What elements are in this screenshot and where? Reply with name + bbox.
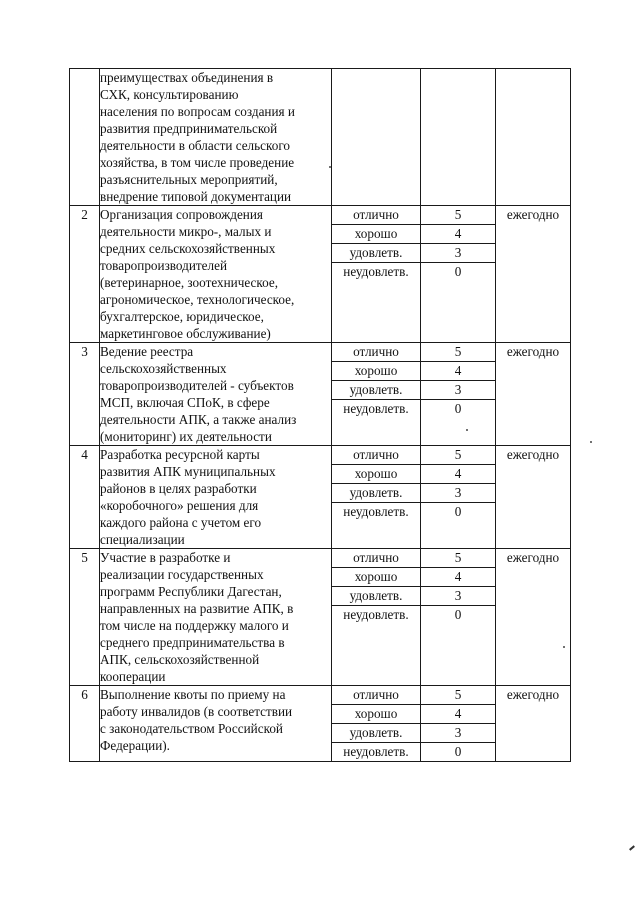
score-value: 4: [421, 568, 495, 587]
periodicity: [496, 69, 571, 206]
grade-label: отлично: [332, 206, 420, 225]
description-line: (ветеринарное, зоотехническое,: [100, 275, 279, 290]
row-number: 6: [70, 686, 100, 762]
description-line: хозяйства, в том числе проведение: [100, 155, 295, 170]
score-value: 5: [421, 206, 495, 225]
description-line: деятельности АПК, а также анализ: [100, 412, 297, 427]
criterion-description: [100, 206, 332, 343]
periodicity: ежегодно: [496, 343, 571, 446]
row-number: 2: [70, 206, 100, 343]
description-line: направленных на развитие АПК, в: [100, 601, 294, 616]
grade-label: неудовлетв.: [343, 744, 409, 759]
description-line: том числе на поддержку малого и: [100, 618, 289, 633]
grade-cell: [332, 686, 421, 762]
grade-label: неудовлетв.: [343, 401, 409, 416]
description-line: Участие в разработке и: [100, 550, 231, 565]
score-cell: [421, 549, 496, 686]
grade-label: удовлетв.: [332, 484, 420, 503]
description-line: АПК, сельскохозяйственной: [100, 652, 260, 667]
description-line: районов в целях разработки: [100, 481, 257, 496]
description-line: развития АПК муниципальных: [100, 464, 276, 479]
grade-label: удовлетв.: [332, 244, 420, 263]
grade-cell: [332, 69, 421, 206]
grade-label: неудовлетв.: [343, 504, 409, 519]
score-value: 5: [421, 686, 495, 705]
grade-cell: [332, 343, 421, 446]
description-line: преимуществах объединения в: [100, 70, 274, 85]
score-cell: [421, 206, 496, 343]
periodicity: ежегодно: [496, 686, 571, 762]
score-value: 0: [454, 504, 462, 519]
criterion-description: [100, 446, 332, 549]
criterion-description: [100, 343, 332, 446]
description-line: разъяснительных мероприятий,: [100, 172, 278, 187]
grade-label: неудовлетв.: [343, 607, 409, 622]
scan-speck: [466, 429, 468, 431]
description-line: кооперации: [100, 669, 166, 684]
score-value: 0: [454, 264, 462, 279]
periodicity: ежегодно: [496, 549, 571, 686]
table-row: [70, 206, 571, 343]
description-line: товаропроизводителей - субъектов: [100, 378, 294, 393]
row-number: 4: [70, 446, 100, 549]
description-line: с законодательством Российской: [100, 721, 283, 736]
description-line: Организация сопровождения: [100, 207, 263, 222]
grade-cell: [332, 549, 421, 686]
description-line: Ведение реестра: [100, 344, 194, 359]
score-value: 3: [421, 724, 495, 743]
description-line: реализации государственных: [100, 567, 264, 582]
row-number: [70, 69, 100, 206]
grade-label: удовлетв.: [332, 587, 420, 606]
grade-label: удовлетв.: [332, 724, 420, 743]
score-cell: [421, 69, 496, 206]
grade-label: отлично: [332, 549, 420, 568]
description-line: товаропроизводителей: [100, 258, 228, 273]
table-row: [70, 446, 571, 549]
criterion-description: [100, 549, 332, 686]
description-line: деятельности в области сельского: [100, 138, 291, 153]
grade-label: хорошо: [332, 568, 420, 587]
description-line: сельскохозяйственных: [100, 361, 227, 376]
grade-label: хорошо: [332, 705, 420, 724]
description-line: внедрение типовой документации: [100, 189, 292, 204]
description-line: маркетинговое обслуживание): [100, 326, 271, 341]
grade-label: отлично: [332, 446, 420, 465]
score-value: 3: [421, 484, 495, 503]
description-line: МСП, включая СПоК, в сфере: [100, 395, 270, 410]
grade-label: отлично: [332, 686, 420, 705]
description-line: агрономическое, технологическое,: [100, 292, 295, 307]
score-value: 4: [421, 705, 495, 724]
criteria-table: [69, 68, 571, 762]
score-cell: [421, 686, 496, 762]
row-number: 5: [70, 549, 100, 686]
table-row: [70, 549, 571, 686]
table-row: [70, 686, 571, 762]
score-value: 5: [421, 549, 495, 568]
grade-label: хорошо: [332, 225, 420, 244]
score-value: 4: [421, 465, 495, 484]
grade-label: хорошо: [332, 362, 420, 381]
grade-cell: [332, 206, 421, 343]
score-value: 4: [421, 362, 495, 381]
scan-speck: [590, 441, 592, 443]
scan-speck: [329, 166, 331, 168]
score-value: 3: [421, 587, 495, 606]
score-cell: [421, 343, 496, 446]
score-value: 0: [454, 607, 462, 622]
periodicity: ежегодно: [496, 206, 571, 343]
description-line: средних сельскохозяйственных: [100, 241, 276, 256]
table-row: [70, 343, 571, 446]
score-value: 3: [421, 381, 495, 400]
description-line: бухгалтерское, юридическое,: [100, 309, 264, 324]
row-number: 3: [70, 343, 100, 446]
table-row: [70, 69, 571, 206]
score-value: 5: [421, 343, 495, 362]
description-line: (мониторинг) их деятельности: [100, 429, 272, 444]
grade-label: удовлетв.: [332, 381, 420, 400]
periodicity: ежегодно: [496, 446, 571, 549]
description-line: работу инвалидов (в соответствии: [100, 704, 293, 719]
description-line: деятельности микро-, малых и: [100, 224, 272, 239]
scan-mark: [629, 845, 635, 850]
description-line: Федерации).: [100, 738, 170, 753]
description-line: программ Республики Дагестан,: [100, 584, 282, 599]
description-line: СХК, консультированию: [100, 87, 239, 102]
score-value: 5: [421, 446, 495, 465]
score-value: 0: [454, 401, 462, 416]
criterion-description: [100, 69, 332, 206]
description-line: каждого района с учетом его: [100, 515, 262, 530]
description-line: развития предпринимательской: [100, 121, 278, 136]
grade-label: отлично: [332, 343, 420, 362]
grade-cell: [332, 446, 421, 549]
description-line: среднего предпринимательства в: [100, 635, 285, 650]
description-line: специализации: [100, 532, 185, 547]
score-value: 3: [421, 244, 495, 263]
score-value: 0: [454, 744, 462, 759]
description-line: Разработка ресурсной карты: [100, 447, 260, 462]
description-line: Выполнение квоты по приему на: [100, 687, 286, 702]
score-value: 4: [421, 225, 495, 244]
description-line: населения по вопросам создания и: [100, 104, 295, 119]
grade-label: неудовлетв.: [343, 264, 409, 279]
score-cell: [421, 446, 496, 549]
description-line: «коробочного» решения для: [100, 498, 259, 513]
table-body: [70, 69, 571, 762]
criterion-description: [100, 686, 332, 762]
grade-label: хорошо: [332, 465, 420, 484]
scan-speck: [563, 646, 565, 648]
